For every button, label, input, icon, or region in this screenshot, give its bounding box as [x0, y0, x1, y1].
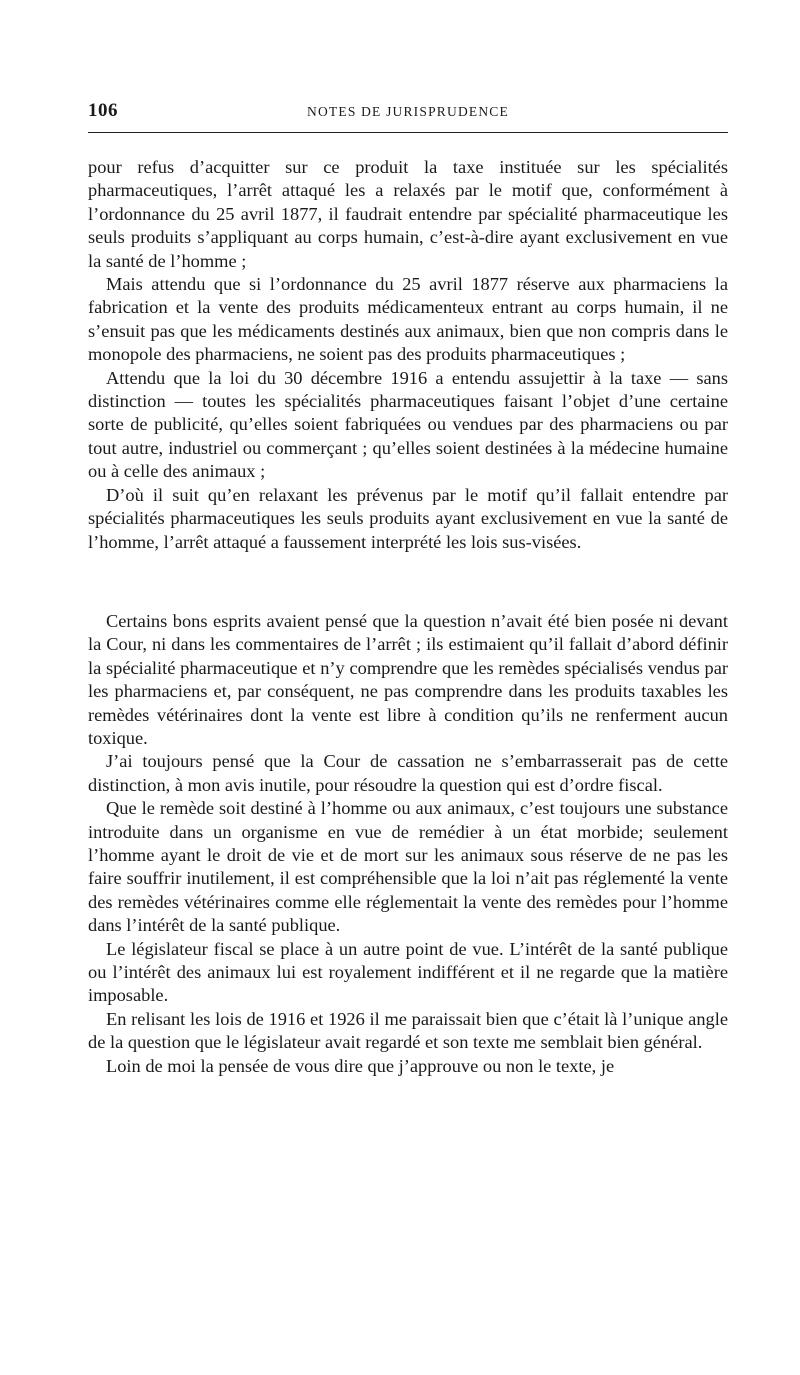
judgment-paragraph: Mais attendu que si l’ordonnance du 25 avril 1877 réserve aux pharmaciens la fabrication et la vente des produits médicamenteux entrant au corps humain, il ne s’ensuit pas que les médicaments destinés aux animaux, bien que non compris dans le monopole des pharmaciens, ne soient pas des produits pharmaceutiques ;	[88, 274, 728, 365]
commentary-paragraph: J’ai toujours pensé que la Cour de cassation ne s’embarrasserait pas de cette distinction, à mon avis inutile, pour résoudre la question qui est d’ordre fiscal.	[88, 751, 728, 795]
section-break	[88, 554, 728, 610]
judgment-text	[88, 156, 728, 554]
header-rule	[88, 132, 728, 133]
commentary-paragraph: Loin de moi la pensée de vous dire que j’approuve ou non le texte, je	[106, 1055, 615, 1076]
document-page	[88, 0, 728, 1078]
commentary-paragraph: Le législateur fiscal se place à un autre point de vue. L’intérêt de la santé publique ou l’intérêt des animaux lui est royalement indifférent et il ne regarde que la matière imposable.	[88, 938, 728, 1006]
commentary-paragraph: Que le remède soit destiné à l’homme ou aux animaux, c’est toujours une substance introduite dans un organisme en vue de remédier à un état morbide; seulement l’homme ayant le droit de vie et de mort sur les animaux sous réserve de ne pas les faire souffrir inutilement, il est compréhensible que la loi n’ait pas réglementé la vente des remèdes vétérinaires comme elle réglementait la vente des remèdes pour l’homme dans l’intérêt de la santé publique.	[88, 798, 728, 936]
judgment-paragraph: Attendu que la loi du 30 décembre 1916 a entendu assujettir à la taxe — sans distinction — toutes les spécialités pharmaceutiques faisant l’objet d’une certaine sorte de publicité, qu’elles soient fabriquées ou vendues par des pharmaciens ou par tout autre, industriel ou commerçant ; qu’elles soient destinées à la médecine humaine ou à celle des animaux ;	[88, 367, 728, 482]
page-number: 106	[88, 100, 118, 121]
commentary-text	[88, 610, 728, 1078]
judgment-paragraph-continuation: pour refus d’acquitter sur ce produit la taxe instituée sur les spécialités pharmaceutiques, l’arrêt attaqué les a relaxés par le motif que, conformément à l’ordonnance du 25 avril 1877, il faudrait entendre par spécialité pharmaceutique les seuls produits s’appliquant au corps humain, c’est-à-dire ayant exclusivement en vue la santé de l’homme ;	[88, 157, 728, 271]
running-title: NOTES DE JURISPRUDENCE	[307, 104, 509, 119]
commentary-paragraph: En relisant les lois de 1916 et 1926 il me paraissait bien que c’était là l’unique angle de la question que le législateur avait regardé et son texte me semblait bien général.	[88, 1008, 728, 1053]
running-header	[88, 96, 728, 136]
judgment-paragraph: D’où il suit qu’en relaxant les prévenus par le motif qu’il fallait entendre par spécialités pharmaceutiques les seuls produits ayant exclusivement en vue la santé de l’homme, l’arrêt attaqué a faussement interprété les lois sus-visées.	[88, 484, 728, 552]
commentary-paragraph: Certains bons esprits avaient pensé que la question n’avait été bien posée ni devant la Cour, ni dans les commentaires de l’arrêt ; ils estimaient qu’il fallait d’abord définir la spécialité pharmaceutique et n’y comprendre que les remèdes spécialisés vendus par les pharmaciens et, par conséquent, ne pas comprendre dans les produits taxables les remèdes vétérinaires dont la vente est libre à condition qu’ils ne renferment aucun toxique.	[88, 610, 728, 748]
